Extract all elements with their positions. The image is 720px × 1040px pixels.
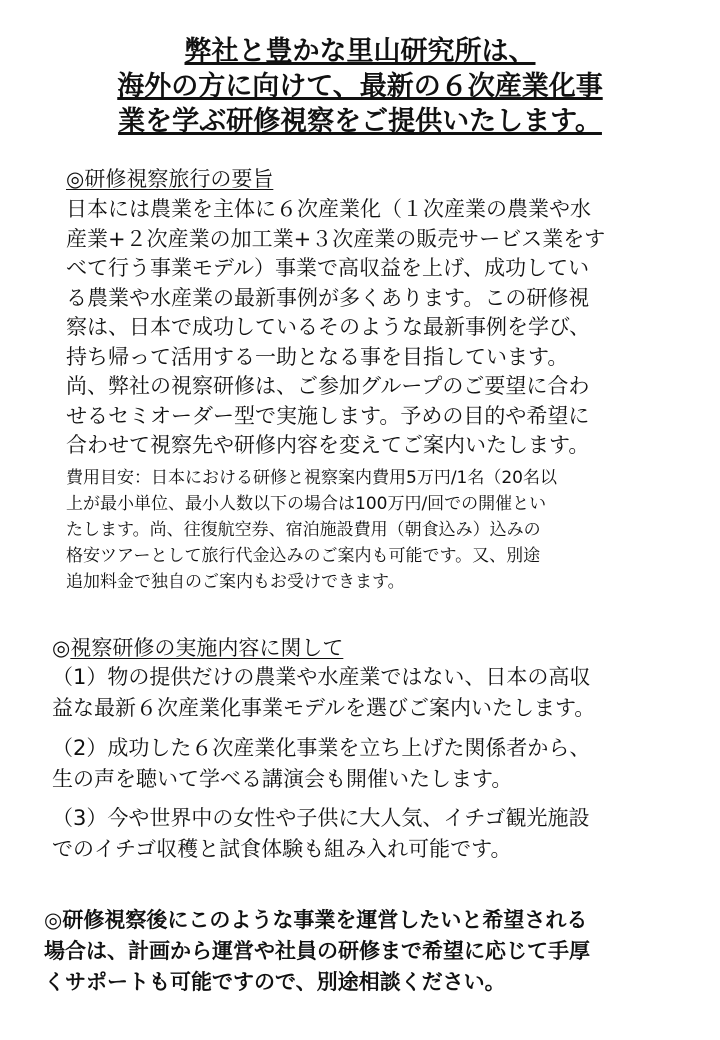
closing-note — [44, 905, 684, 998]
closing-line: 場合は、計画から運営や社員の研修まで希望に応じて手厚 — [44, 939, 590, 963]
body-line: べて行う事業モデル）事業で高収益を上げ、成功してい — [66, 256, 590, 280]
item-line: （3）今や世界中の女性や子供に大人気、イチゴ観光施設 — [52, 806, 590, 830]
document-title — [60, 34, 660, 139]
body-line: 産業+２次産業の加工業+３次産業の販売サービス業をす — [66, 226, 606, 251]
item-line: （2）成功した６次産業化事業を立ち上げた関係者から、 — [52, 736, 591, 760]
body-line: 日本には農業を主体に６次産業化（１次産業の農業や水 — [66, 197, 591, 221]
body-line: 持ち帰って活用する一助となる事を目指しています。 — [66, 344, 569, 369]
cost-estimate — [66, 465, 676, 595]
cost-line: 追加料金で独自のご案内もお受けできます。 — [66, 572, 405, 592]
item-line: 生の声を聴いて学べる講演会も開催いたします。 — [52, 767, 513, 791]
cost-line: 格安ツアーとして旅行代金込みのご案内も可能です。又、別途 — [66, 546, 541, 566]
closing-line: くサポートも可能ですので、別途相談ください。 — [44, 970, 506, 994]
closing-line: ◎研修視察後にこのような事業を運営したいと希望される — [44, 908, 588, 932]
item-line: （1）物の提供だけの農業や水産業ではない、日本の高収 — [52, 665, 591, 689]
title-line: 弊社と豊かな里山研究所は、 — [184, 36, 536, 67]
content-item-1 — [52, 662, 682, 724]
title-line: 海外の方に向けて、最新の６次産業化事 — [117, 71, 603, 102]
body-line: る農業や水産業の最新事例が多くあります。この研修視 — [66, 285, 590, 310]
section-heading-overview: ◎研修視察旅行の要旨 — [66, 167, 274, 191]
body-line: 合わせて視察先や研修内容を変えてご案内いたします。 — [66, 433, 590, 457]
cost-line: 上が最小単位、最小人数以下の場合は100万円/回での開催とい — [66, 494, 547, 514]
body-line: せるセミオーダー型で実施します。予めの目的や希望に — [66, 403, 590, 428]
cost-line: 費用目安：日本における研修と視察案内費用5万円/1名（20名以 — [66, 468, 557, 488]
item-line: 益な最新６次産業化事業モデルを選びご案内いたします。 — [52, 696, 596, 720]
title-line: 業を学ぶ研修視察をご提供いたします。 — [118, 106, 602, 137]
content-item-3 — [52, 803, 682, 865]
item-line: でのイチゴ収穫と試食体験も組み入れ可能です。 — [52, 837, 512, 861]
overview-body — [66, 195, 676, 461]
cost-line: たします。尚、往復航空券、宿泊施設費用（朝食込み）込みの — [66, 520, 541, 540]
content-item-2 — [52, 733, 682, 795]
heading-text: 視察研修の実施内容に関して — [70, 636, 344, 660]
heading-mark: ◎ — [52, 636, 71, 660]
body-line: 尚、弊社の視察研修は、ご参加グループのご要望に合わ — [66, 374, 590, 398]
body-line: 察は、日本で成功しているそのような最新事例を学び、 — [66, 315, 591, 339]
section-heading-content — [52, 634, 343, 662]
